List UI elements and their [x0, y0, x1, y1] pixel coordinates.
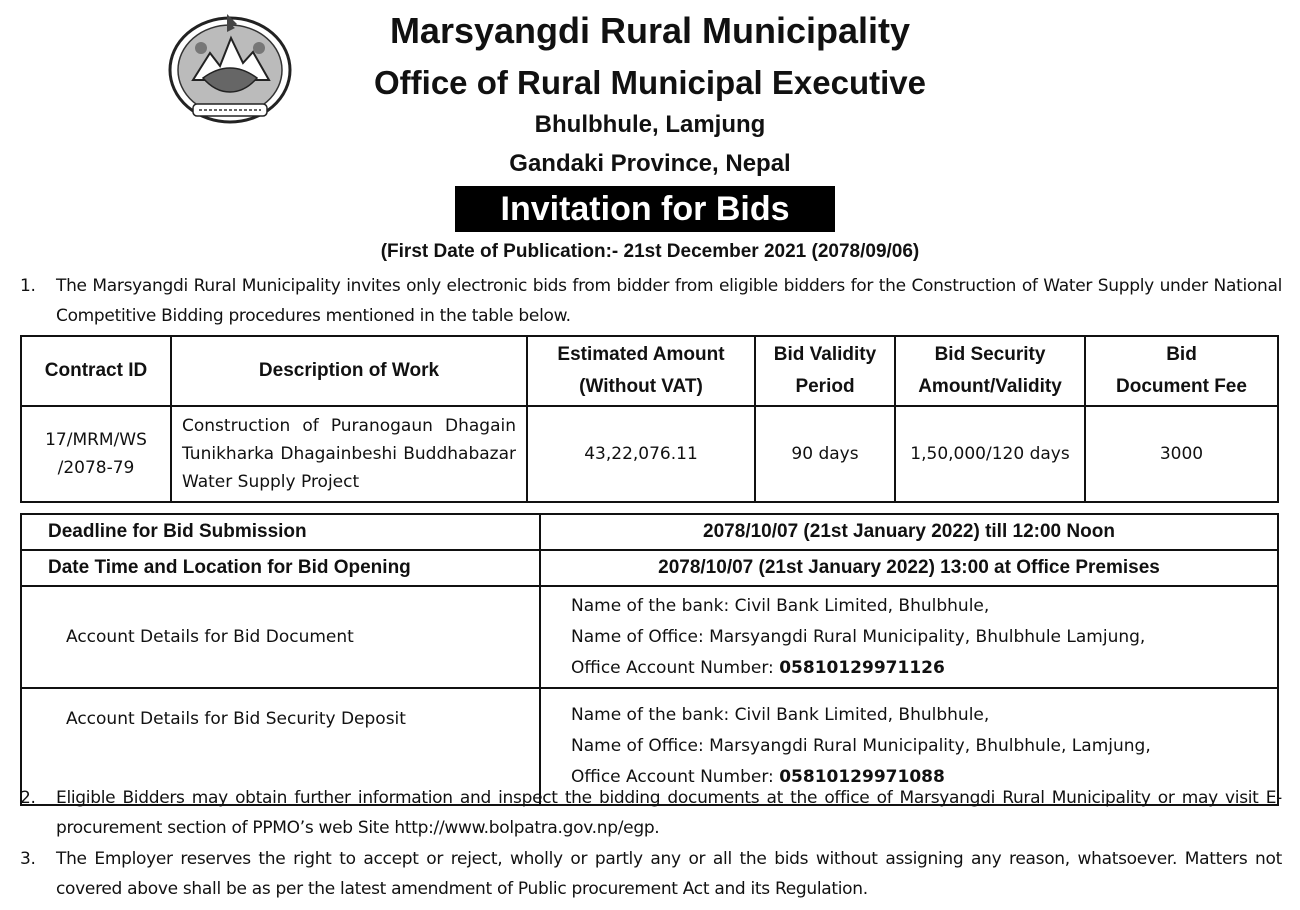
- col-fee-line2: Document Fee: [1116, 376, 1247, 397]
- description-line2: Tunikharka Dhagainbeshi Buddhabazar: [182, 444, 516, 464]
- col-description: Description of Work: [171, 336, 527, 406]
- cell-estimate: 43,22,076.11: [527, 406, 755, 502]
- col-validity-line2: Period: [795, 376, 855, 397]
- doc-office-name: Name of Office: Marsyangdi Rural Municipality, Bhulbhule Lamjung,: [571, 626, 1146, 647]
- cell-contract-id: [21, 406, 171, 502]
- cell-fee: 3000: [1085, 406, 1278, 502]
- publication-date: (First Date of Publication:- 21st December 2021 (2078/09/06): [380, 241, 920, 262]
- paragraph-text: The Employer reserves the right to accept or reject, wholly or partly any or all the bids without assigning any reason, whatsoever. Matters not covered above shall be as per the latest amendment of Public procurement Act and its Regulation.: [56, 849, 1282, 899]
- address-line: Bhulbhule, Lamjung: [534, 111, 766, 138]
- col-estimate-line1: Estimated Amount: [557, 344, 725, 365]
- notice-title: Invitation for Bids: [455, 186, 835, 232]
- opening-value: 2078/10/07 (21st January 2022) 13:00 at Office Premises: [540, 550, 1278, 586]
- col-fee-line1: Bid: [1166, 344, 1197, 365]
- table-row: [21, 406, 1278, 502]
- schedule-table: [20, 513, 1279, 806]
- doc-account-number-line: [571, 653, 1276, 684]
- paragraph-number: 3.: [20, 849, 36, 869]
- table-row: [21, 586, 1278, 688]
- cell-validity: 90 days: [755, 406, 895, 502]
- doc-account-label: Account Details for Bid Document: [21, 586, 540, 688]
- doc-bank-name: Name of the bank: Civil Bank Limited, Bhulbhule,: [571, 595, 990, 616]
- table-row: [21, 550, 1278, 586]
- paragraph-text: The Marsyangdi Rural Municipality invites only electronic bids from bidder from eligible bidders for the Construction of Water Supply under National Competitive Bidding procedures mentioned in the table below.: [56, 276, 1282, 326]
- col-contract-id: Contract ID: [21, 336, 171, 406]
- deadline-label: Deadline for Bid Submission: [21, 514, 540, 550]
- doc-account-number: 05810129971126: [779, 657, 945, 678]
- doc-account-prefix: Office Account Number:: [571, 657, 780, 678]
- col-fee: [1085, 336, 1278, 406]
- bid-table: [20, 335, 1279, 503]
- col-security-line2: Amount/Validity: [918, 376, 1062, 397]
- paragraph-1: [20, 271, 1282, 331]
- table-row: [21, 514, 1278, 550]
- org-title: Marsyangdi Rural Municipality: [389, 10, 911, 51]
- deadline-value: 2078/10/07 (21st January 2022) till 12:00 Noon: [540, 514, 1278, 550]
- bid-table-header: [21, 336, 1278, 406]
- col-estimate: [527, 336, 755, 406]
- security-office-name: Name of Office: Marsyangdi Rural Municipality, Bhulbhule, Lamjung,: [571, 736, 1151, 756]
- paragraph-number: 1.: [20, 276, 36, 296]
- contract-id-line2: /2078-79: [57, 458, 135, 478]
- doc-account-details: [540, 586, 1278, 688]
- security-bank-name: Name of the bank: Civil Bank Limited, Bhulbhule,: [571, 705, 990, 725]
- security-account-label: Account Details for Bid Security Deposit: [21, 688, 540, 805]
- paragraph-3: [20, 844, 1282, 904]
- province-line: Gandaki Province, Nepal: [509, 150, 791, 177]
- contract-id-line1: 17/MRM/WS: [45, 430, 147, 450]
- security-account-prefix: Office Account Number:: [571, 767, 780, 787]
- col-estimate-line2: (Without VAT): [579, 376, 703, 397]
- paragraph-number: 2.: [20, 788, 36, 808]
- office-title: Office of Rural Municipal Executive: [374, 64, 926, 101]
- opening-label: Date Time and Location for Bid Opening: [21, 550, 540, 586]
- col-validity-line1: Bid Validity: [773, 344, 877, 365]
- paragraph-text: Eligible Bidders may obtain further information and inspect the bidding documents at the office of Marsyangdi Rural Municipality or may visit E-procurement section of PPMO’s web Site http://www.bolpatra.gov.np/egp.: [56, 788, 1282, 838]
- security-account-number: 05810129971088: [779, 767, 945, 787]
- cell-security: 1,50,000/120 days: [895, 406, 1085, 502]
- cell-description: [171, 406, 527, 502]
- description-line1: Construction of Puranogaun Dhagain: [182, 416, 516, 436]
- col-validity: [755, 336, 895, 406]
- col-security: [895, 336, 1085, 406]
- paragraph-2: [20, 783, 1282, 843]
- col-security-line1: Bid Security: [934, 344, 1046, 365]
- description-line3: Water Supply Project: [182, 472, 360, 492]
